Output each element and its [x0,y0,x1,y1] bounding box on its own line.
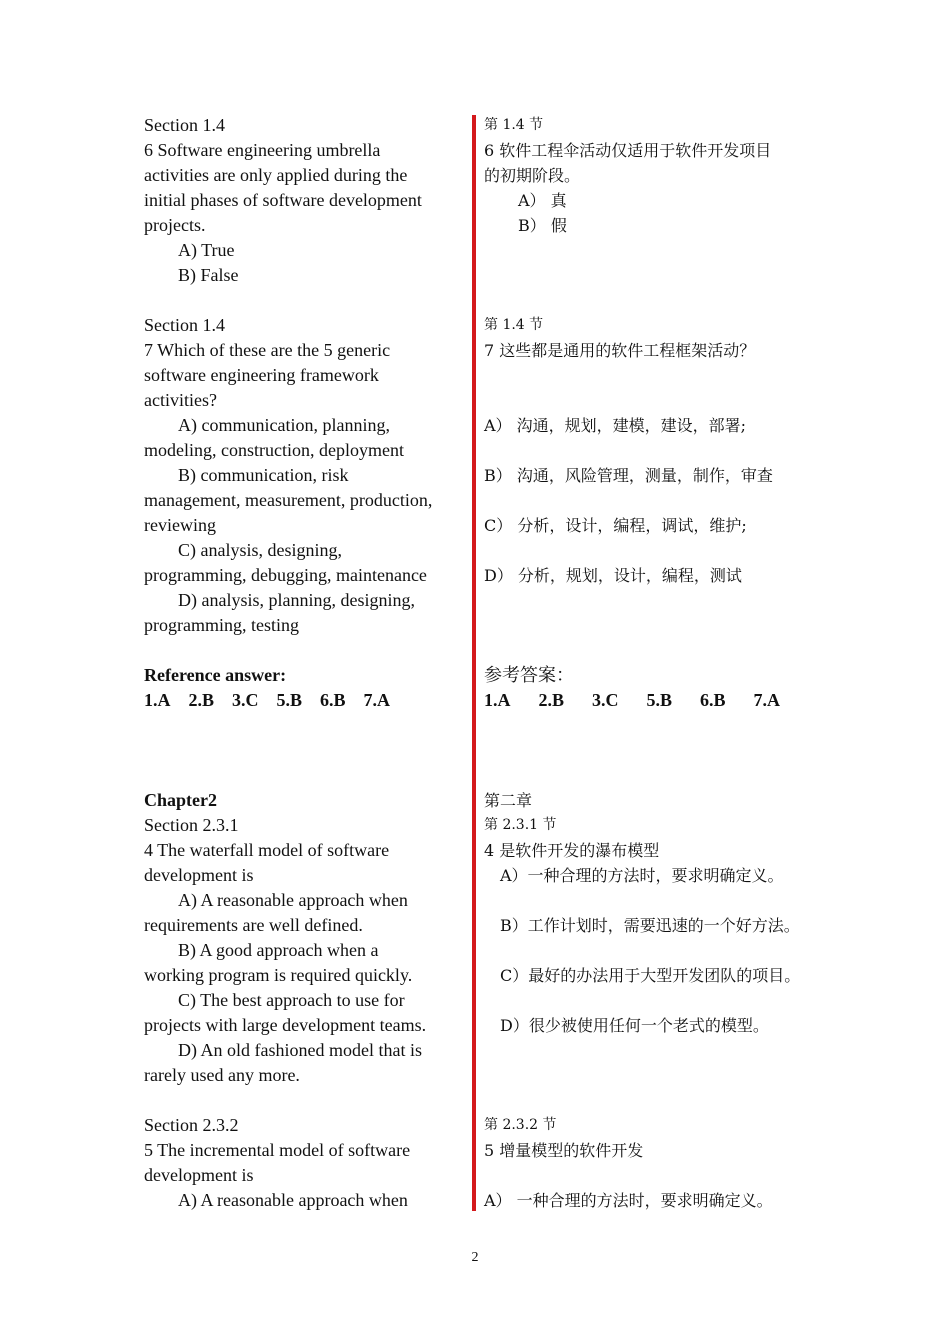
answer: 5.B [276,690,303,710]
section-heading: 第 1.4 节 [484,117,544,133]
answer: 7.A [363,690,391,710]
reference-label: 参考答案： [484,665,574,686]
section-heading: 第 1.4 节 [484,317,544,333]
answer: 7.A [753,690,781,710]
option-d: D) An old fashioned model that is [178,1040,422,1060]
chinese-column [484,113,824,1213]
question-line: development is [144,865,254,885]
answer: 6.B [700,690,726,710]
option-c: C) The best approach to use for [178,990,405,1010]
section-heading: Section 2.3.2 [144,1115,239,1135]
option-b: B) False [178,265,239,285]
answer: 3.C [592,690,619,710]
option-a: A) A reasonable approach when [178,890,408,910]
question-line: 6 Software engineering umbrella [144,140,381,160]
answer: 5.B [646,690,673,710]
option-c: C）最好的办法用于大型开发团队的项目。 [500,966,801,985]
answer: 2.B [188,690,215,710]
question-line: 5 增量模型的软件开发 [484,1141,644,1160]
answer: 3.C [232,690,259,710]
section-heading: 第 2.3.1 节 [484,817,557,833]
page-number: 2 [471,1250,479,1265]
option-d: D）很少被使用任何一个老式的模型。 [500,1016,769,1035]
option-b-cont: working program is required quickly. [144,965,413,985]
option-a: A） 真 [518,191,567,210]
answer: 2.B [538,690,565,710]
chapter-heading: 第二章 [484,791,533,810]
option-d-cont: rarely used any more. [144,1065,300,1085]
question-line: 7 Which of these are the 5 generic [144,340,391,360]
reference-answers [484,688,824,713]
question-line: initial phases of software development [144,190,422,210]
option-a: A） 一种合理的方法时，要求明确定义。 [484,1191,773,1210]
question-line: software engineering framework [144,365,379,385]
option-b-cont: management, measurement, production, [144,490,433,510]
answer: 1.A [144,690,171,710]
center-divider [472,115,476,1211]
question-line: projects. [144,215,206,235]
option-c: C) analysis, designing, [178,540,342,560]
question-line: 4 The waterfall model of software [144,840,390,860]
question-line: 6 软件工程伞活动仅适用于软件开发项目 [484,141,772,160]
option-d: D) analysis, planning, designing, [178,590,415,610]
option-b: B）工作计划时，需要迅速的一个好方法。 [500,916,800,935]
question-line: development is [144,1165,254,1185]
option-d-cont: programming, testing [144,615,299,635]
question-line: activities? [144,390,217,410]
section-heading: 第 2.3.2 节 [484,1117,557,1133]
question-line: 7 这些都是通用的软件工程框架活动？ [484,341,756,360]
option-a: A) A reasonable approach when [178,1190,408,1210]
section-heading: Section 1.4 [144,115,225,135]
option-a: A） 沟通，规划，建模，建设，部署; [484,416,747,435]
option-b-cont: reviewing [144,515,216,535]
option-a-cont: requirements are well defined. [144,915,363,935]
option-c-cont: projects with large development teams. [144,1015,427,1035]
option-a: A) communication, planning, [178,415,390,435]
option-c-cont: programming, debugging, maintenance [144,565,427,585]
question-line: 5 The incremental model of software [144,1140,411,1160]
option-b: B) communication, risk [178,465,349,485]
option-a-cont: modeling, construction, deployment [144,440,404,460]
option-b: B) A good approach when a [178,940,379,960]
answer: 6.B [320,690,346,710]
section-heading: Section 1.4 [144,315,225,335]
chapter-heading: Chapter2 [144,790,217,810]
section-heading: Section 2.3.1 [144,815,239,835]
reference-label: Reference answer: [144,665,287,685]
option-a: A) True [178,240,235,260]
reference-answers [144,688,456,713]
answer: 1.A [484,690,511,710]
option-b: B） 沟通，风险管理，测量，制作，审查 [484,466,773,485]
question-line: 4 是软件开发的瀑布模型 [484,841,660,860]
question-line: 的初期阶段。 [484,166,581,185]
english-column [144,113,456,1213]
question-line: activities are only applied during the [144,165,408,185]
option-a: A）一种合理的方法时，要求明确定义。 [500,866,784,885]
option-d: D） 分析，规划，设计，编程，测试 [484,566,742,585]
option-b: B） 假 [518,216,567,235]
option-c: C） 分析，设计，编程，调试，维护; [484,516,747,535]
